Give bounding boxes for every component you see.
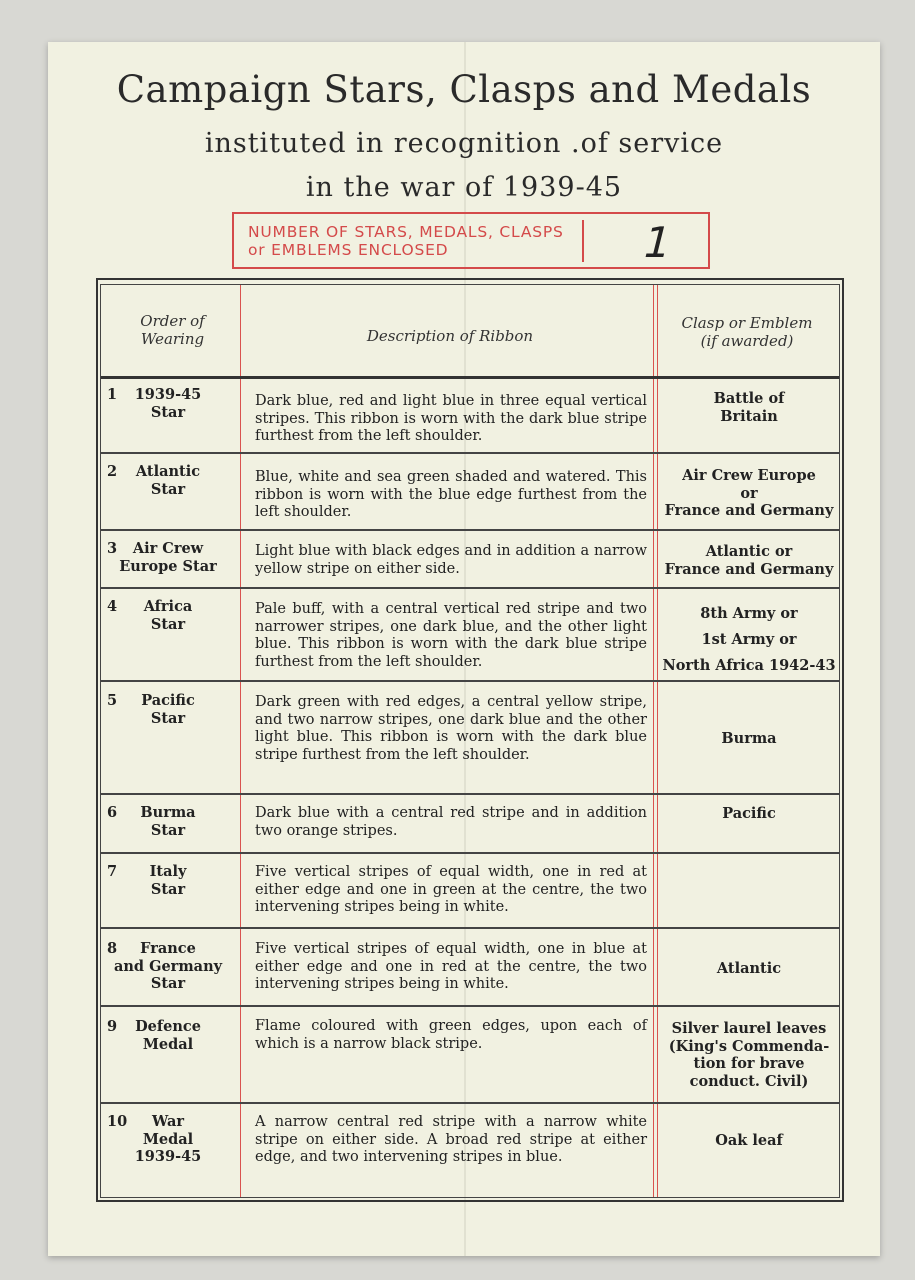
row-number: 6 <box>107 804 118 821</box>
clasp-emblem: Burma <box>721 730 777 747</box>
row-rule <box>101 927 839 929</box>
row-rule <box>101 1102 839 1104</box>
ribbon-description: Dark blue, red and light blue in three equal vertical stripes. This ribbon is worn with the dark blue stripe furthest from the left shoulder. <box>255 393 647 444</box>
row-number: 7 <box>107 863 118 880</box>
ribbon-description: A narrow central red stripe with a narrow white stripe on either side. A broad red stripe at either edge, and two intervening stripes in blue. <box>255 1114 647 1165</box>
column-divider-2a <box>653 285 654 1197</box>
ribbon-description: Light blue with black edges and in addition a narrow yellow stripe on either side. <box>255 543 647 577</box>
row-number: 4 <box>107 598 118 615</box>
medal-name: Defence Medal <box>135 1018 201 1053</box>
ribbon-description: Dark green with red edges, a central yellow stripe, and two narrow stripes, one dark blue and the other light blue. This ribbon is worn with the dark blue stripe furthest from the left shoulder. <box>255 694 647 763</box>
subtitle-line-2: in the war of 1939-45 <box>305 172 623 203</box>
enclosed-count-box <box>232 212 710 269</box>
header-order: Order of Wearing <box>140 312 205 348</box>
medal-name: Italy Star <box>149 863 187 898</box>
enclosed-value: 1 <box>637 218 677 267</box>
row-number: 9 <box>107 1018 118 1035</box>
medal-name: Pacific Star <box>141 692 195 727</box>
row-number: 8 <box>107 940 118 957</box>
ribbon-description: Pale buff, with a central vertical red stripe and two narrower stripes, one dark blue, and the other light blue. This ribbon is worn with the dark blue stripe furthest from the left shoulder. <box>255 601 647 670</box>
row-rule <box>101 587 839 589</box>
clasp-emblem: Silver laurel leaves (King's Commenda- tion for brave conduct. Civil) <box>668 1020 830 1090</box>
medal-name: Africa Star <box>143 598 193 633</box>
header-clasp: Clasp or Emblem (if awarded) <box>681 314 813 350</box>
clasp-emblem: Oak leaf <box>715 1132 783 1149</box>
document-title: Campaign Stars, Clasps and Medals <box>116 68 812 111</box>
column-divider-2b <box>657 285 658 1197</box>
clasp-emblem: Pacific <box>722 805 776 822</box>
row-rule <box>101 680 839 682</box>
row-number: 5 <box>107 692 118 709</box>
medal-name: France and Germany Star <box>113 940 223 992</box>
clasp-emblem: Battle of Britain <box>713 390 785 425</box>
row-rule <box>101 852 839 854</box>
medal-name: Air Crew Europe Star <box>119 540 217 575</box>
clasp-emblem: 8th Army or 1st Army or North Africa 1942-43 <box>662 605 836 674</box>
header-rule <box>101 376 839 379</box>
column-divider-1 <box>240 285 241 1197</box>
ribbon-description: Five vertical stripes of equal width, one in red at either edge and one in green at the centre, the two intervening stripes being in white. <box>255 864 647 915</box>
ribbon-description: Five vertical stripes of equal width, one in blue at either edge and one in red at the centre, the two intervening stripes being in white. <box>255 941 647 992</box>
ribbon-description: Dark blue with a central red stripe and in addition two orange stripes. <box>255 805 647 839</box>
row-number: 1 <box>107 386 118 403</box>
medal-name: Atlantic Star <box>135 463 201 498</box>
medal-name: War Medal 1939-45 <box>134 1113 202 1165</box>
clasp-emblem: Atlantic <box>716 960 782 977</box>
row-rule <box>101 452 839 454</box>
header-description: Description of Ribbon <box>366 327 534 345</box>
clasp-emblem: Atlantic or France and Germany <box>664 543 834 578</box>
row-rule <box>101 1005 839 1007</box>
enclosed-label: NUMBER OF STARS, MEDALS, CLASPS or EMBLEMS ENCLOSED <box>248 223 564 259</box>
row-number: 3 <box>107 540 118 557</box>
clasp-emblem: Air Crew Europe or France and Germany <box>664 467 834 519</box>
row-rule <box>101 529 839 531</box>
medal-name: Burma Star <box>140 804 196 839</box>
ribbon-description: Blue, white and sea green shaded and watered. This ribbon is worn with the blue edge furthest from the left shoulder. <box>255 469 647 520</box>
row-rule <box>101 793 839 795</box>
medal-name: 1939-45 Star <box>134 386 202 421</box>
row-number: 10 <box>107 1113 128 1130</box>
enclosed-divider <box>582 220 584 262</box>
ribbon-description: Flame coloured with green edges, upon each of which is a narrow black stripe. <box>255 1018 647 1052</box>
row-number: 2 <box>107 463 118 480</box>
subtitle-line-1: instituted in recognition .of service <box>204 128 724 159</box>
